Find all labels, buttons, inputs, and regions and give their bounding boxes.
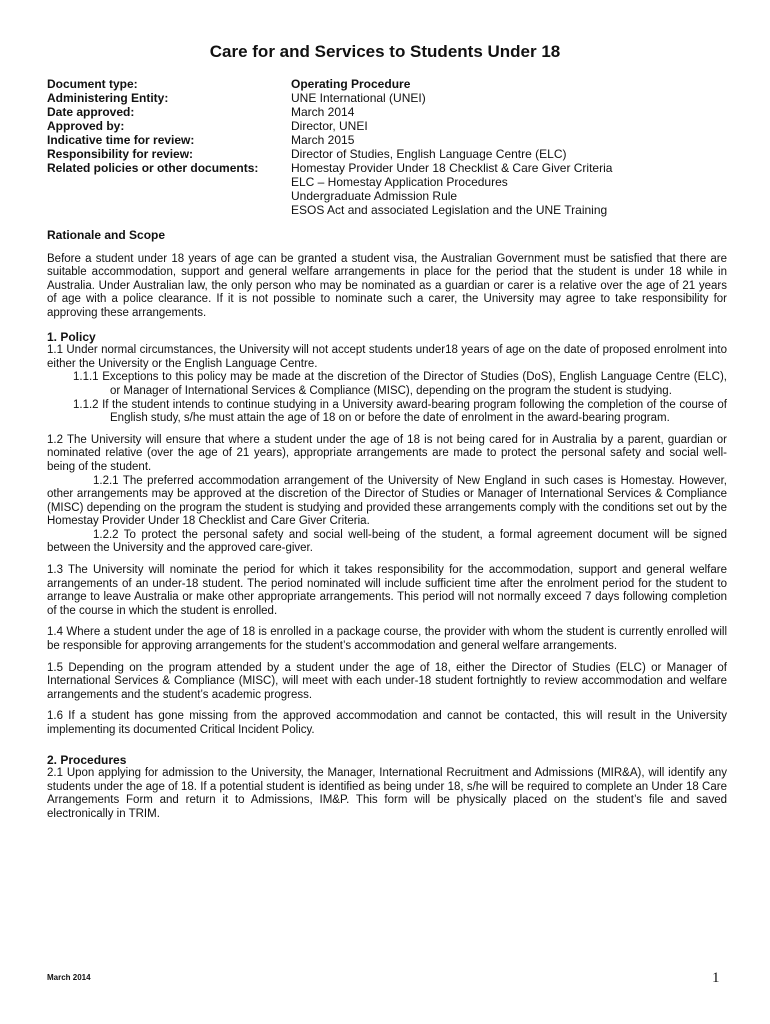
rationale-paragraph: Before a student under 18 years of age can be granted a student visa, the Australian Government must be satisfied that there are suitable accommodation, support and general welfare arrangements in place for the period that the student is under 18 while in Australia. Under Australian law, the only person who may be nominated as a guardian or carer is a relative over the age of 21 years of age with a police clearance. If it is not possible to nominate such a carer, the University may agree to take responsibility for approving these arrangements. [47,252,727,319]
procedures-heading: 2. Procedures [47,752,127,767]
paragraph-1-4: 1.4 Where a student under the age of 18 is enrolled in a package course, the provider with whom the student is currently enrolled will be responsible for approving arrangements for the student’s accommodation and general welfare arrangements. [47,626,727,653]
meta-label: Date approved: [47,105,135,119]
meta-row [47,147,737,161]
footer-date: March 2014 [47,973,91,982]
meta-row [47,175,737,189]
meta-label: Responsibility for review: [47,147,194,161]
related-document: ESOS Act and associated Legislation and the UNE Training [291,203,608,217]
paragraph-1-1-2: 1.1.2 If the student intends to continue studying in a University award-bearing program following the completion of the course of English study, s/he must attain the age of 18 on or before the date of enrolment in the award-bearing program. [73,398,727,425]
meta-row [47,203,737,217]
meta-label: Approved by: [47,119,125,133]
meta-row [47,189,737,203]
meta-label: Administering Entity: [47,91,169,105]
paragraph-1-1-1: 1.1.1 Exceptions to this policy may be made at the discretion of the Director of Studies (DoS), English Language Centre (ELC), or Manager of International Services & Compliance (MISC), depending on the program the student is studying. [73,371,727,397]
page-number: 1 [712,970,720,986]
paragraph-1-2-2: 1.2.2 To protect the personal safety and social well-being of the student, a formal agreement document will be signed between the University and the approved care-giver. [47,528,727,555]
page-title: Care for and Services to Students Under 18 [209,42,561,61]
meta-value: Director, UNEI [291,119,368,133]
paragraph-1-2: 1.2 The University will ensure that where a student under the age of 18 is not being cared for in Australia by a parent, guardian or nominated relative (over the age of 21 years), appropriate arrangements are made to protect the personal safety and social well-being of the student. [47,433,727,473]
paragraph-2-1: 2.1 Upon applying for admission to the University, the Manager, International Recruitment and Admissions (MIR&A), will identify any students under the age of 18. If a potential student is identified as being under 18, s/he will be required to complete an Under 18 Care Arrangements Form and return it to Admissions, IM&P. This form will be physically placed on the student’s file and saved electronically in TRIM. [47,767,727,820]
paragraph-1-5: 1.5 Depending on the program attended by a student under the age of 18, either the Director of Studies (ELC) or Manager of International Services & Compliance (MISC), will meet with each under-18 student fortnightly to review accommodation and welfare arrangements and the student’s academic progress. [47,661,727,701]
related-document: ELC – Homestay Application Procedures [291,175,508,189]
meta-row [47,161,737,175]
paragraph-1-6: 1.6 If a student has gone missing from the approved accommodation and cannot be contacted, this will result in the University implementing its documented Critical Incident Policy. [47,710,727,736]
related-document: Undergraduate Admission Rule [291,189,458,203]
meta-row [47,91,737,105]
meta-label: Indicative time for review: [47,133,195,147]
paragraph-1-1: 1.1 Under normal circumstances, the University will not accept students under18 years of age on the date of proposed enrolment into either the University or the English Language Centre. [47,344,727,370]
metadata-table [47,77,737,217]
meta-label: Document type: [47,77,138,91]
paragraph-1-3: 1.3 The University will nominate the period for which it takes responsibility for the accommodation, support and general welfare arrangements of an under-18 student. The period nominated will include sufficient time after the enrolment period for the student to arrange to leave Australia or make other appropriate arrangements. This period will not normally exceed 7 days following completion of the course in which the student is enrolled. [47,564,727,617]
meta-row [47,105,737,119]
meta-value: March 2014 [291,105,355,119]
rationale-heading: Rationale and Scope [47,228,166,242]
meta-value: Homestay Provider Under 18 Checklist & Care Giver Criteria [291,161,613,175]
policy-heading: 1. Policy [47,329,96,344]
paragraph-1-2-1: 1.2.1 The preferred accommodation arrangement of the University of New England in such cases is Homestay. However, other arrangements may be approved at the discretion of the Director of Studies or Manager of International Services & Compliance (MISC) depending on the program the student is studying and provided these arrangements comply with the conditions set out by the Homestay Provider Under 18 Checklist and Care Giver Criteria. [47,474,727,528]
meta-value: Director of Studies, English Language Centre (ELC) [291,147,567,161]
meta-value: Operating Procedure [291,77,411,91]
meta-label: Related policies or other documents: [47,161,259,175]
meta-row [47,119,737,133]
meta-value: UNE International (UNEI) [291,91,426,105]
meta-value: March 2015 [291,133,355,147]
meta-row [47,77,737,91]
meta-row [47,133,737,147]
document-body [47,229,727,822]
